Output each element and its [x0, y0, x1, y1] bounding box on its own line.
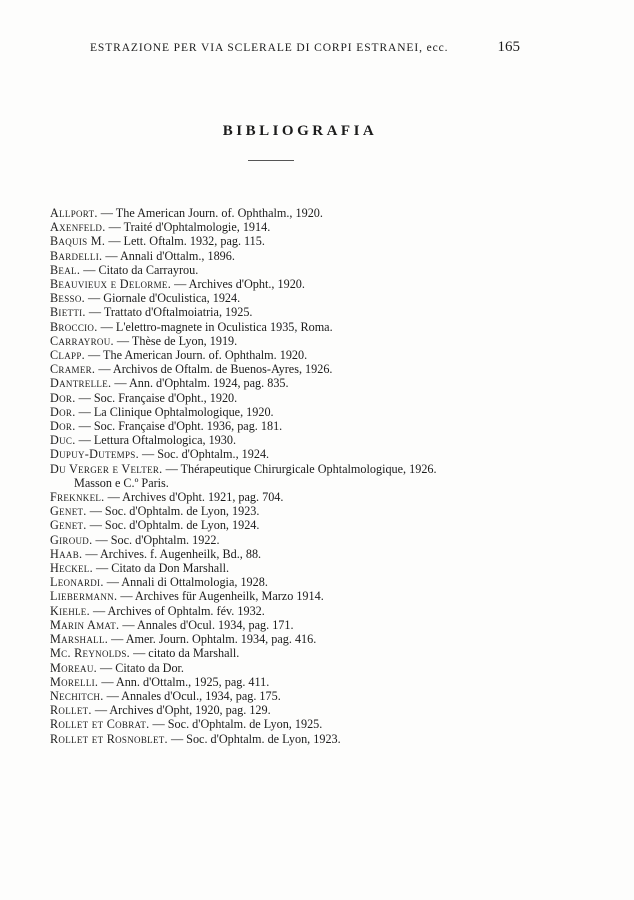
entry-author: Cramer.	[50, 362, 96, 377]
bibliography-entry	[50, 575, 500, 589]
entry-citation: — Annali di Ottalmologia, 1928.	[103, 575, 268, 590]
entry-author: Nechitch.	[50, 688, 104, 703]
entry-citation: — Soc. d'Ophtalm. de Lyon, 1923.	[167, 731, 341, 746]
bibliography-entry	[50, 277, 500, 291]
entry-citation: — L'elettro-magnete in Oculistica 1935, Roma.	[97, 319, 333, 334]
entry-citation: — Thèse de Lyon, 1919.	[113, 333, 238, 348]
entry-author: Rollet et Cobrat.	[50, 717, 150, 732]
bibliography-entry	[50, 206, 500, 220]
page-number: 165	[497, 39, 520, 55]
entry-citation: — Ann. d'Ottalm., 1925, pag. 411.	[98, 674, 270, 689]
bibliography-entry	[50, 618, 500, 632]
entry-author: Dantrelle.	[50, 376, 112, 391]
entry-citation: — Archivos de Oftalm. de Buenos-Ayres, 1926.	[95, 362, 333, 377]
entry-author: Rollet et Rosnoblet.	[50, 731, 168, 746]
title-divider	[248, 160, 294, 161]
entry-citation: — Amer. Journ. Ophtalm. 1934, pag. 416.	[108, 632, 317, 647]
entry-author: Kiehle.	[50, 603, 90, 618]
bibliography-entry	[50, 490, 500, 504]
running-title: ESTRAZIONE PER VIA SCLERALE DI CORPI ESTRANEI, ecc.	[90, 42, 449, 54]
entry-citation: — Citato da Don Marshall.	[92, 561, 230, 576]
bibliography-entry	[50, 291, 500, 305]
bibliography-entry	[50, 376, 500, 390]
entry-author: Du Verger e Velter.	[50, 461, 163, 476]
bibliography-entry	[50, 533, 500, 547]
entry-author: Morelli.	[50, 674, 99, 689]
bibliography-entry	[50, 234, 500, 248]
entry-citation: — Archives d'Opht, 1920, pag. 129.	[91, 703, 271, 718]
entry-citation: — Soc. d'Ophtalm. de Lyon, 1923.	[86, 504, 260, 519]
entry-author: Bardelli.	[50, 248, 103, 263]
entry-author: Dor.	[50, 404, 76, 419]
bibliography-entry	[50, 249, 500, 263]
bibliography-entry	[50, 604, 500, 618]
entry-citation: — Soc. Française d'Opht., 1920.	[75, 390, 238, 405]
entry-author: Baquis M.	[50, 234, 106, 249]
entry-citation: — The American Journ. of. Ophthalm., 1920.	[97, 206, 323, 220]
bibliography-list	[50, 206, 500, 746]
entry-citation: — Archives d'Opht. 1921, pag. 704.	[104, 490, 284, 505]
entry-citation: — Soc. d'Ophtalm. de Lyon, 1924.	[86, 518, 260, 533]
entry-author: Beal.	[50, 262, 81, 277]
entry-author: Allport.	[50, 206, 98, 220]
entry-author: Besso.	[50, 291, 85, 306]
entry-continuation: Masson e C.º Paris.	[74, 475, 169, 490]
entry-author: Liebermann.	[50, 589, 118, 604]
entry-citation: — Annales d'Ocul., 1934, pag. 175.	[103, 688, 281, 703]
entry-citation: — Traité d'Ophtalmologie, 1914.	[105, 220, 271, 235]
entry-citation: — The American Journ. of. Ophthalm. 1920.	[84, 348, 308, 363]
bibliography-entry	[50, 589, 500, 603]
bibliography-entry	[50, 419, 500, 433]
entry-author: Beauvieux e Delorme.	[50, 277, 172, 292]
entry-citation: — Soc. Française d'Opht. 1936, pag. 181.	[75, 419, 283, 434]
bibliography-entry	[50, 547, 500, 561]
entry-author: Mc. Reynolds.	[50, 646, 131, 661]
bibliography-entry	[50, 462, 500, 476]
bibliography-entry	[50, 646, 500, 660]
entry-author: Broccio.	[50, 319, 98, 334]
bibliography-entry	[50, 703, 500, 717]
bibliography-entry	[50, 320, 500, 334]
bibliography-entry	[50, 220, 500, 234]
entry-author: Dor.	[50, 390, 76, 405]
entry-author: Leonardi.	[50, 575, 104, 590]
bibliography-entry	[50, 689, 500, 703]
bibliography-entry	[50, 632, 500, 646]
bibliography-entry	[50, 561, 500, 575]
section-title: BIBLIOGRAFIA	[222, 123, 378, 139]
entry-citation: — Archives. f. Augenheilk, Bd., 88.	[82, 546, 262, 561]
entry-citation: — Ann. d'Ophtalm. 1924, pag. 835.	[111, 376, 289, 391]
entry-author: Genet.	[50, 504, 87, 519]
entry-author: Genet.	[50, 518, 87, 533]
bibliography-entry	[50, 405, 500, 419]
bibliography-entry	[50, 334, 500, 348]
bibliography-entry	[50, 433, 500, 447]
bibliography-entry	[50, 717, 500, 731]
entry-author: Clapp.	[50, 348, 85, 363]
entry-author: Dupuy-Dutemps.	[50, 447, 139, 462]
bibliography-entry	[50, 391, 500, 405]
entry-citation: — Giornale d'Oculistica, 1924.	[84, 291, 241, 306]
entry-citation: — Archives of Ophtalm. fév. 1932.	[89, 603, 265, 618]
entry-author: Duc.	[50, 433, 76, 448]
entry-citation: — La Clinique Ophtalmologique, 1920.	[75, 404, 274, 419]
entry-citation: — Soc. d'Ophtalm., 1924.	[138, 447, 270, 462]
entry-author: Freknkel.	[50, 490, 105, 505]
entry-citation: — Annali d'Ottalm., 1896.	[102, 248, 235, 263]
entry-citation: — Citato da Carrayrou.	[80, 262, 199, 277]
entry-citation: — Thérapeutique Chirurgicale Ophtalmologique, 1926.	[162, 461, 437, 476]
entry-author: Rollet.	[50, 703, 92, 718]
bibliography-entry	[50, 504, 500, 518]
entry-author: Carrayrou.	[50, 333, 114, 348]
entry-author: Bietti.	[50, 305, 86, 320]
bibliography-entry	[50, 675, 500, 689]
entry-author: Haab.	[50, 546, 83, 561]
entry-author: Marin Amat.	[50, 617, 120, 632]
entry-author: Marshall.	[50, 632, 109, 647]
entry-citation: — Soc. d'Ophtalm. 1922.	[92, 532, 220, 547]
running-header	[90, 39, 520, 55]
entry-author: Moreau.	[50, 660, 97, 675]
bibliography-entry	[50, 263, 500, 277]
bibliography-entry	[50, 661, 500, 675]
entry-author: Dor.	[50, 419, 76, 434]
entry-citation: — Lettura Oftalmologica, 1930.	[75, 433, 236, 448]
entry-citation: — Lett. Oftalm. 1932, pag. 115.	[105, 234, 265, 249]
entry-author: Axenfeld.	[50, 220, 106, 235]
entry-author: Heckel.	[50, 561, 93, 576]
bibliography-entry	[50, 447, 500, 461]
bibliography-entry	[50, 732, 500, 746]
entry-author: Giroud.	[50, 532, 93, 547]
entry-citation: — Soc. d'Ophtalm. de Lyon, 1925.	[149, 717, 323, 732]
entry-citation: — Annales d'Ocul. 1934, pag. 171.	[119, 617, 294, 632]
entry-citation: — Archives d'Opht., 1920.	[171, 277, 305, 292]
bibliography-entry	[50, 362, 500, 376]
entry-citation: — citato da Marshall.	[130, 646, 240, 661]
entry-citation: — Trattato d'Oftalmoiatria, 1925.	[85, 305, 253, 320]
bibliography-entry	[50, 305, 500, 319]
bibliography-entry	[50, 518, 500, 532]
bibliography-entry	[50, 348, 500, 362]
entry-citation: — Archives für Augenheilk, Marzo 1914.	[117, 589, 324, 604]
entry-citation: — Citato da Dor.	[96, 660, 184, 675]
